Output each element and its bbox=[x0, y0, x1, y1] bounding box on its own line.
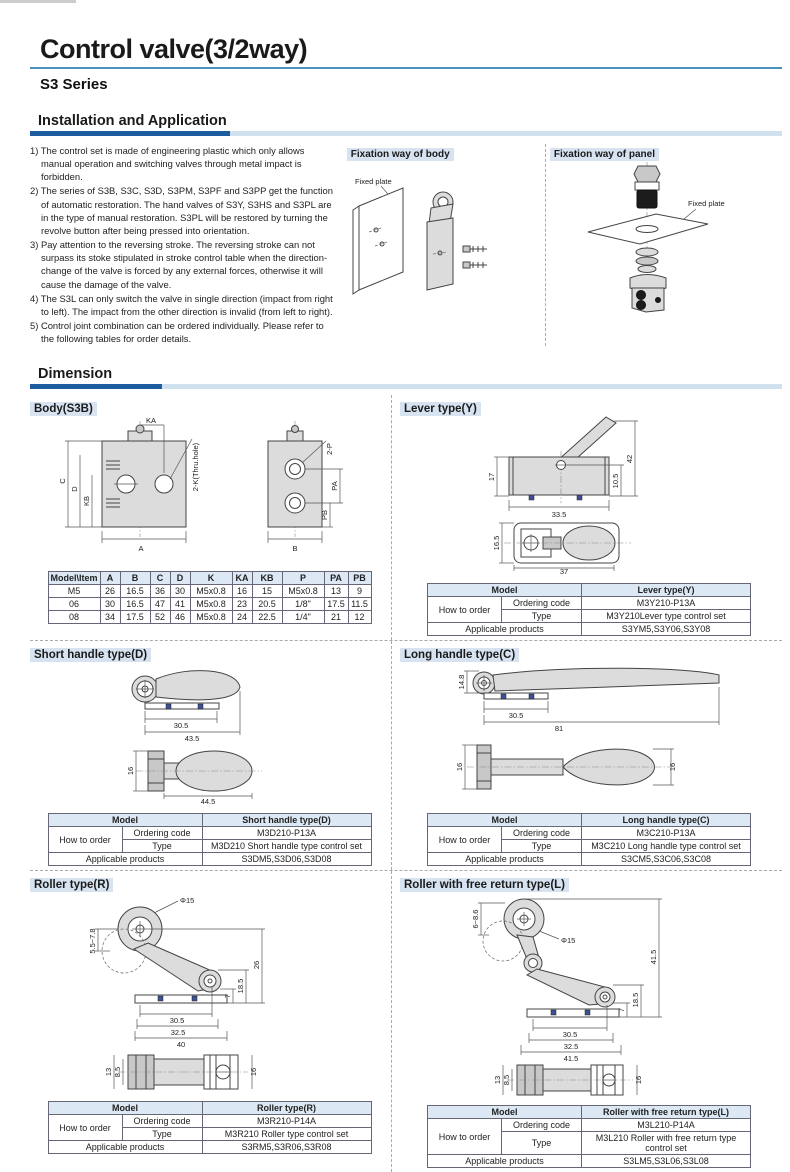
type-header: Short handle type(D) bbox=[202, 814, 371, 827]
ordering-code-value: M3C210-P13A bbox=[582, 827, 751, 840]
dimension-grid bbox=[30, 395, 782, 1172]
cell: 16.5 bbox=[120, 598, 150, 611]
short-handle-panel-title: Short handle type(D) bbox=[30, 648, 151, 662]
cell: 15 bbox=[252, 585, 282, 598]
table-row bbox=[48, 611, 371, 624]
roller-free-panel-title: Roller with free return type(L) bbox=[400, 878, 569, 892]
type-label: Type bbox=[122, 1128, 202, 1141]
installation-heading-bar bbox=[30, 131, 782, 136]
model-header: Model bbox=[48, 1102, 202, 1115]
type-label: Type bbox=[502, 840, 582, 853]
lever-panel-title: Lever type(Y) bbox=[400, 402, 481, 416]
roller-free-panel bbox=[392, 871, 780, 1172]
table-row bbox=[48, 598, 371, 611]
model-header: Model bbox=[48, 814, 202, 827]
cell: M5 bbox=[48, 585, 100, 598]
body-dimension-table bbox=[48, 571, 372, 624]
dimension-heading: Dimension bbox=[38, 366, 113, 383]
applicable-products-label: Applicable products bbox=[428, 623, 582, 636]
cell: 22.5 bbox=[252, 611, 282, 624]
col-header: K bbox=[190, 572, 232, 585]
fixation-panel-drawing bbox=[550, 162, 746, 312]
type-header: Roller type(R) bbox=[202, 1102, 371, 1115]
ordering-code-label: Ordering code bbox=[122, 1115, 202, 1128]
scan-artifact-strip bbox=[0, 0, 76, 3]
applicable-products-value: S3LM5,S3L06,S3L08 bbox=[582, 1155, 751, 1168]
dim-label: 7 bbox=[617, 1008, 626, 1013]
dim-label: 33.5 bbox=[551, 510, 567, 520]
fixation-body-drawing bbox=[347, 162, 499, 312]
dim-label: 16 bbox=[455, 763, 464, 772]
dim-label: A bbox=[137, 544, 144, 554]
installation-heading: Installation and Application bbox=[38, 113, 227, 129]
how-to-order-label: How to order bbox=[428, 1119, 502, 1155]
dimension-row-2 bbox=[30, 641, 782, 871]
long-handle-panel bbox=[392, 641, 780, 870]
applicable-products-value: S3RM5,S3R06,S3R08 bbox=[202, 1141, 371, 1154]
installation-list bbox=[30, 144, 337, 346]
col-header: C bbox=[150, 572, 170, 585]
col-header: D bbox=[170, 572, 190, 585]
body-panel bbox=[30, 395, 392, 640]
ordering-code-value: M3R210-P14A bbox=[202, 1115, 371, 1128]
install-item-1: 1) The control set is made of engineering plastic which only allows manual operation and switching valves through metal impact is forbidden. bbox=[30, 145, 305, 183]
dim-label: 44.5 bbox=[200, 797, 215, 807]
cell: 30 bbox=[100, 598, 120, 611]
dim-label: 16 bbox=[125, 767, 135, 776]
page-title: Control valve(3/2way) bbox=[40, 34, 308, 64]
dim-label: 10.5 bbox=[611, 474, 620, 489]
applicable-products-label: Applicable products bbox=[48, 1141, 202, 1154]
cell: 30 bbox=[170, 585, 190, 598]
cell: M5x0.8 bbox=[190, 598, 232, 611]
fixation-panel-title: Fixation way of panel bbox=[550, 148, 659, 161]
roller-order-table bbox=[48, 1101, 372, 1154]
col-header: P bbox=[282, 572, 324, 585]
cell: 21 bbox=[324, 611, 348, 624]
dim-label: 17 bbox=[487, 473, 496, 482]
dim-label: 41.5 bbox=[649, 950, 658, 965]
fixation-area bbox=[343, 144, 782, 346]
cell: 11.5 bbox=[348, 598, 371, 611]
cell: 12 bbox=[348, 611, 371, 624]
dim-label: 30.5 bbox=[173, 721, 188, 731]
install-item-5: 5) Control joint combination can be ordered individually. Please refer to the following tables for order details. bbox=[30, 320, 324, 345]
cell: 08 bbox=[48, 611, 100, 624]
applicable-products-label: Applicable products bbox=[428, 853, 582, 866]
ordering-code-value: M3D210-P13A bbox=[202, 827, 371, 840]
dim-label: 26 bbox=[251, 961, 261, 970]
type-header: Roller with free return type(L) bbox=[582, 1106, 751, 1119]
roller-panel bbox=[30, 871, 392, 1172]
lever-panel bbox=[392, 395, 780, 640]
dim-label: 37 bbox=[559, 567, 569, 577]
col-header: Model\Item bbox=[48, 572, 100, 585]
how-to-order-label: How to order bbox=[428, 827, 502, 853]
dim-label: D bbox=[69, 486, 79, 493]
dim-label: 7 bbox=[222, 994, 232, 999]
cell: 1/4" bbox=[282, 611, 324, 624]
applicable-products-value: S3DM5,S3D06,S3D08 bbox=[202, 853, 371, 866]
mounting-screws bbox=[463, 246, 487, 268]
dim-label: PB bbox=[319, 510, 329, 521]
roller-drawing bbox=[40, 893, 380, 1093]
col-header: KA bbox=[232, 572, 252, 585]
how-to-order-label: How to order bbox=[48, 827, 122, 853]
short-handle-order-table bbox=[48, 813, 372, 866]
body-drawing bbox=[40, 417, 380, 563]
dim-label: 13 bbox=[493, 1076, 502, 1085]
cell: M5x0.8 bbox=[282, 585, 324, 598]
applicable-products-value: S3YM5,S3Y06,S3Y08 bbox=[582, 623, 751, 636]
dim-label: 32.5 bbox=[563, 1042, 579, 1052]
dim-label: 8.5 bbox=[112, 1067, 122, 1078]
cell: 13 bbox=[324, 585, 348, 598]
long-handle-drawing bbox=[409, 663, 769, 805]
roller-free-drawing bbox=[409, 893, 769, 1097]
short-handle-panel bbox=[30, 641, 392, 870]
dim-label: 16 bbox=[248, 1068, 258, 1077]
fixed-plate-label: Fixed plate bbox=[687, 199, 725, 208]
applicable-products-value: S3CM5,S3C06,S3C08 bbox=[582, 853, 751, 866]
cell: M5x0.8 bbox=[190, 611, 232, 624]
cell: 46 bbox=[170, 611, 190, 624]
cell: 20.5 bbox=[252, 598, 282, 611]
cell: 16.5 bbox=[120, 585, 150, 598]
dim-label: 43.5 bbox=[184, 734, 199, 744]
type-value: M3R210 Roller type control set bbox=[202, 1128, 371, 1141]
cell: 41 bbox=[170, 598, 190, 611]
type-label: Type bbox=[502, 610, 582, 623]
dim-label: 13 bbox=[103, 1068, 113, 1077]
col-header: A bbox=[100, 572, 120, 585]
dim-label: 32.5 bbox=[170, 1028, 185, 1038]
fixation-panel-box bbox=[545, 144, 782, 346]
cell: 26 bbox=[100, 585, 120, 598]
install-item-4: 4) The S3L can only switch the valve in single direction (impact from right to left). The impact from the other direction is invalid (from left to right). bbox=[30, 292, 333, 317]
roller-panel-title: Roller type(R) bbox=[30, 878, 113, 892]
dim-label: 18.5 bbox=[235, 979, 245, 994]
dim-label: 30.5 bbox=[508, 711, 524, 721]
type-value: M3D210 Short handle type control set bbox=[202, 840, 371, 853]
type-header: Lever type(Y) bbox=[582, 584, 751, 597]
model-header: Model bbox=[428, 584, 582, 597]
dim-label: 2-K(Thru.hole) bbox=[190, 443, 200, 492]
dim-label: 18.5 bbox=[631, 993, 640, 1008]
dim-label: Φ15 bbox=[561, 936, 576, 946]
dimension-row-1 bbox=[30, 395, 782, 641]
series-label: S3 Series bbox=[40, 76, 108, 93]
cell: 16 bbox=[232, 585, 252, 598]
roller-free-order-table bbox=[427, 1105, 751, 1168]
fixation-body-title: Fixation way of body bbox=[347, 148, 454, 161]
cell: 06 bbox=[48, 598, 100, 611]
dim-label: 81 bbox=[554, 724, 564, 734]
dim-label: 16 bbox=[668, 763, 677, 772]
ordering-code-label: Ordering code bbox=[502, 827, 582, 840]
fixation-body-box bbox=[343, 144, 545, 346]
body-panel-title: Body(S3B) bbox=[30, 402, 97, 416]
cell: 47 bbox=[150, 598, 170, 611]
dim-label: B bbox=[291, 544, 298, 554]
title-rule bbox=[30, 67, 782, 69]
cell: 24 bbox=[232, 611, 252, 624]
dim-label: KA bbox=[145, 416, 156, 426]
applicable-products-label: Applicable products bbox=[428, 1155, 582, 1168]
dim-label: 6~8.6 bbox=[471, 909, 480, 929]
dim-label: KB bbox=[81, 496, 91, 507]
ordering-code-label: Ordering code bbox=[502, 597, 582, 610]
ordering-code-value: M3Y210-P13A bbox=[582, 597, 751, 610]
col-header: PA bbox=[324, 572, 348, 585]
type-value: M3C210 Long handle type control set bbox=[582, 840, 751, 853]
dim-label: 5.5~7.8 bbox=[87, 928, 97, 954]
type-header: Long handle type(C) bbox=[582, 814, 751, 827]
cell: 23 bbox=[232, 598, 252, 611]
dim-label: 2-P bbox=[324, 443, 334, 456]
fixed-plate-label: Fixed plate bbox=[354, 177, 392, 186]
install-item-3: 3) Pay attention to the reversing stroke. The reversing stroke can not surpass its stoke stipulated in stroke control table when the direction-change of the valve is forced by any external forces, otherwise it will cause the damage of the valve. bbox=[30, 239, 328, 290]
short-handle-drawing bbox=[40, 663, 380, 805]
dim-label: C bbox=[57, 478, 67, 485]
how-to-order-label: How to order bbox=[428, 597, 502, 623]
table-row bbox=[48, 585, 371, 598]
lever-order-table bbox=[427, 583, 751, 636]
col-header: KB bbox=[252, 572, 282, 585]
cell: 17.5 bbox=[324, 598, 348, 611]
ordering-code-label: Ordering code bbox=[502, 1119, 582, 1132]
long-handle-order-table bbox=[427, 813, 751, 866]
dim-label: 8.5 bbox=[502, 1075, 511, 1086]
dim-label: 30.5 bbox=[562, 1030, 578, 1040]
install-item-2: 2) The series of S3B, S3C, S3D, S3PM, S3PF and S3PP get the function of automatic restoration. The hand valves of S3Y, S3HS and S3PL are in the type of manual restoration. S3PL will be restored by turning the revolve button after being pressed into orientation. bbox=[30, 185, 333, 236]
cell: 9 bbox=[348, 585, 371, 598]
dim-label: 42 bbox=[625, 455, 634, 464]
type-value: M3L210 Roller with free return type control set bbox=[582, 1132, 751, 1155]
col-header: PB bbox=[348, 572, 371, 585]
dim-label: 40 bbox=[176, 1040, 185, 1050]
cell: 1/8" bbox=[282, 598, 324, 611]
dim-label: 16 bbox=[634, 1076, 643, 1085]
dim-label: 16.5 bbox=[492, 536, 501, 551]
dim-label: 30.5 bbox=[169, 1016, 184, 1026]
model-header: Model bbox=[428, 814, 582, 827]
cell: 36 bbox=[150, 585, 170, 598]
installation-section bbox=[30, 144, 782, 346]
long-handle-panel-title: Long handle type(C) bbox=[400, 648, 519, 662]
type-label: Type bbox=[502, 1132, 582, 1155]
cell: M5x0.8 bbox=[190, 585, 232, 598]
cell: 34 bbox=[100, 611, 120, 624]
ordering-code-label: Ordering code bbox=[122, 827, 202, 840]
cell: 17.5 bbox=[120, 611, 150, 624]
dim-label: 41.5 bbox=[563, 1054, 579, 1064]
dim-label: 14.8 bbox=[457, 675, 466, 690]
dim-label: PA bbox=[329, 481, 339, 492]
dim-label: Φ15 bbox=[179, 896, 194, 906]
model-header: Model bbox=[428, 1106, 582, 1119]
type-label: Type bbox=[122, 840, 202, 853]
col-header: B bbox=[120, 572, 150, 585]
applicable-products-label: Applicable products bbox=[48, 853, 202, 866]
cell: 52 bbox=[150, 611, 170, 624]
dimension-heading-bar bbox=[30, 384, 782, 389]
ordering-code-value: M3L210-P14A bbox=[582, 1119, 751, 1132]
type-value: M3Y210Lever type control set bbox=[582, 610, 751, 623]
how-to-order-label: How to order bbox=[48, 1115, 122, 1141]
lever-drawing bbox=[409, 417, 769, 575]
dimension-row-3 bbox=[30, 871, 782, 1172]
